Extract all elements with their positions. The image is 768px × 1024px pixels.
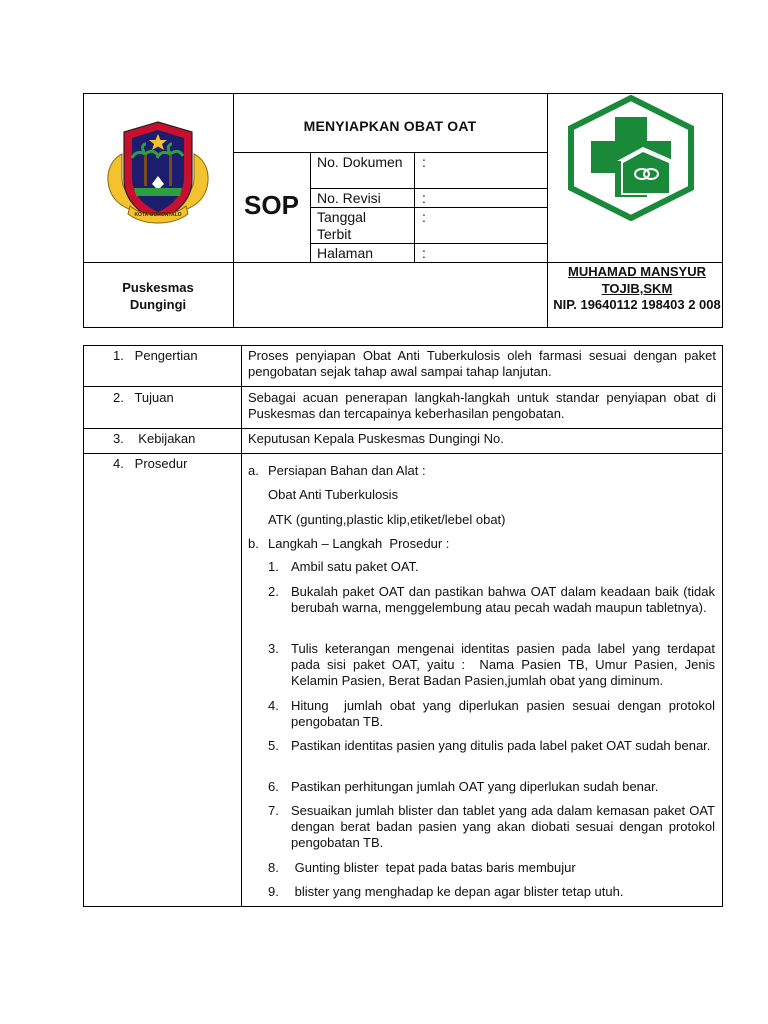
header-divider [233, 152, 547, 153]
step-text: Sesuaikan jumlah blister dan tablet yang ada dalam kemasan paket OAT dengan berat badan pasien yang akan diobati sesuai dengan protokol pengobatan TB. [291, 803, 715, 850]
step-number: 9. [268, 884, 279, 899]
section-text-policy: Keputusan Kepala Puskesmas Dungingi No. [248, 431, 504, 446]
step-text: Bukalah paket OAT dan pastikan bahwa OAT dalam keadaan baik (tidak berubah warna, menggelembung atau pecah wadah maupun tabletnya). [291, 584, 715, 615]
procedure-b-marker: b. [248, 536, 259, 551]
signatory-name: MUHAMAD MANSYUR TOJIB,SKM [568, 264, 706, 296]
meta-label-issue-date: Tanggal Terbit [317, 209, 367, 242]
content-divider [83, 428, 723, 429]
step-number: 3. [268, 641, 279, 656]
step-number: 1. [268, 559, 279, 574]
header-divider [547, 93, 548, 328]
header-divider [310, 243, 547, 244]
step-text: Gunting blister tepat pada batas baris membujur [291, 860, 576, 875]
step-text: Ambil satu paket OAT. [291, 559, 419, 574]
meta-label-page: Halaman [317, 245, 374, 261]
header-divider [310, 188, 547, 189]
step-number: 7. [268, 803, 279, 818]
meta-label-revision: No. Revisi [317, 190, 381, 206]
procedure-a-title: Persiapan Bahan dan Alat : [268, 463, 426, 478]
institution-name: Puskesmas Dungingi [122, 280, 194, 312]
procedure-a-item: Obat Anti Tuberkulosis [268, 487, 399, 502]
header-divider [310, 207, 547, 208]
section-text-purpose: Sebagai acuan penerapan langkah-langkah untuk standar penyiapan obat di Puskesmas dan tercapainya keberhasilan pengobatan. [248, 390, 716, 421]
content-divider [241, 345, 242, 907]
emblem-ribbon-text: KOTA GORONTALO [134, 212, 182, 218]
section-text-definition: Proses penyiapan Obat Anti Tuberkulosis oleh farmasi sesuai dengan paket pengobatan sejak tahap awal sampai tahap lanjutan. [248, 348, 716, 379]
meta-value-document-no: : [422, 154, 426, 170]
puskesmas-logo-icon [567, 95, 695, 221]
content-divider [83, 453, 723, 454]
step-text: Pastikan identitas pasien yang ditulis pada label paket OAT sudah benar. [291, 738, 711, 753]
document-title: MENYIAPKAN OBAT OAT [303, 118, 477, 134]
step-text: blister yang menghadap ke depan agar blister tetap utuh. [291, 884, 624, 899]
meta-label-document-no: No. Dokumen [317, 154, 403, 170]
step-text: Pastikan perhitungan jumlah OAT yang diperlukan sudah benar. [291, 779, 659, 794]
sop-label: SOP [244, 190, 299, 220]
step-text: Hitung jumlah obat yang diperlukan pasien sesuai dengan protokol pengobatan TB. [291, 698, 719, 729]
section-label-definition: 1. Pengertian [113, 348, 198, 363]
signatory-nip: NIP. 19640112 198403 2 008 [553, 297, 721, 312]
step-number: 6. [268, 779, 279, 794]
content-divider [83, 386, 723, 387]
step-number: 4. [268, 698, 279, 713]
step-text: Tulis keterangan mengenai identitas pasien pada label yang terdapat pada sisi paket OAT, yaitu : Nama Pasien TB, Umur Pasien, Jenis Kelamin Pasien, Berat Badan Pasien,jumlah obat yang diminum. [291, 641, 719, 688]
section-label-policy: 3. Kebijakan [113, 431, 196, 446]
section-label-purpose: 2. Tujuan [113, 390, 174, 405]
step-number: 5. [268, 738, 279, 753]
procedure-a-item: ATK (gunting,plastic klip,etiket/lebel obat) [268, 512, 506, 527]
meta-value-page: : [422, 245, 426, 261]
procedure-a-marker: a. [248, 463, 259, 478]
meta-value-revision: : [422, 190, 426, 206]
step-number: 2. [268, 584, 279, 599]
procedure-b-title: Langkah – Langkah Prosedur : [268, 536, 450, 551]
section-label-procedure: 4. Prosedur [113, 456, 188, 471]
step-number: 8. [268, 860, 279, 875]
meta-value-issue-date: : [422, 209, 426, 225]
